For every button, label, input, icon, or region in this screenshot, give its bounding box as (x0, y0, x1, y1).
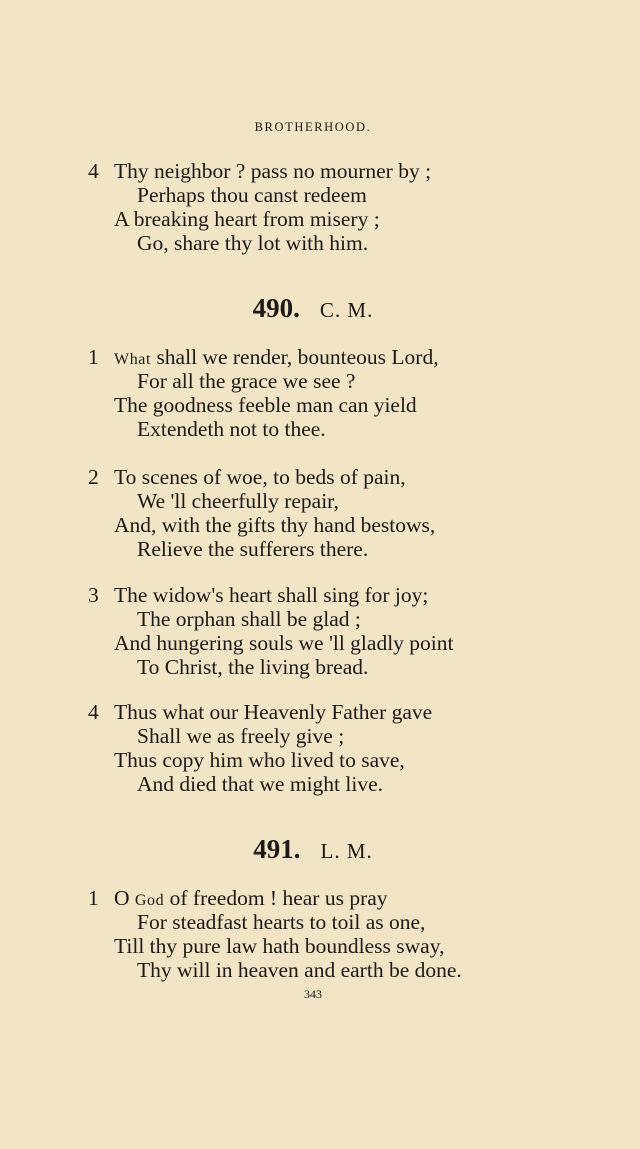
verse-line: And died that we might live. (137, 772, 384, 796)
stanza-number: 1 (88, 886, 99, 910)
verse-line: 1 O God of freedom ! hear us pray (88, 886, 388, 910)
small-caps-word: God (134, 892, 165, 909)
hymn-meter: C. M. (319, 298, 374, 322)
verse-line: 4 Thy neighbor ? pass no mourner by ; (88, 159, 432, 183)
verse-line: The orphan shall be glad ; (137, 607, 361, 631)
hymn-490-stanza-4 (88, 700, 548, 796)
hymn-490-heading (0, 293, 626, 324)
verse-line: And hungering souls we 'll gladly point (114, 631, 454, 655)
verse-line: And, with the gifts thy hand bestows, (114, 513, 436, 537)
verse-line: Thy will in heaven and earth be done. (137, 958, 462, 982)
hymn-490-stanza-2 (88, 465, 548, 561)
stanza-number: 3 (88, 583, 99, 607)
hymn-number: 490. (252, 293, 300, 323)
verse-line: The goodness feeble man can yield (114, 393, 417, 417)
verse-line: To Christ, the living bread. (137, 655, 369, 679)
verse-line: We 'll cheerfully repair, (137, 489, 339, 513)
verse-line: Thus copy him who lived to save, (114, 748, 405, 772)
hymn-491-heading (0, 834, 626, 865)
verse-line: For steadfast hearts to toil as one, (137, 910, 426, 934)
verse-line: A breaking heart from misery ; (114, 207, 380, 231)
hymn-490-stanza-1 (88, 345, 548, 441)
stanza-number: 1 (88, 345, 99, 369)
verse-line: For all the grace we see ? (137, 369, 356, 393)
stanza-number: 2 (88, 465, 99, 489)
running-head: BROTHERHOOD. (254, 120, 372, 134)
verse-line: 1 What shall we render, bounteous Lord, (88, 345, 439, 369)
stanza-number: 4 (88, 700, 99, 724)
hymn-491-stanza-1 (88, 886, 548, 982)
hymn-number: 491. (253, 834, 301, 864)
verse-line: 4 Thus what our Heavenly Father gave (88, 700, 433, 724)
verse-line: Extendeth not to thee. (137, 417, 326, 441)
page-number: 343 (304, 987, 322, 1001)
hymn-meter: L. M. (320, 839, 373, 863)
verse-line: 2 To scenes of woe, to beds of pain, (88, 465, 406, 489)
small-caps-word: What (114, 351, 152, 368)
verse-line: 3 The widow's heart shall sing for joy; (88, 583, 429, 607)
verse-line: Perhaps thou canst redeem (137, 183, 367, 207)
hymn-490-stanza-3 (88, 583, 548, 679)
prev-hymn-stanza-4 (88, 159, 548, 255)
verse-line: Relieve the sufferers there. (137, 537, 369, 561)
stanza-number: 4 (88, 159, 99, 183)
verse-line: Till thy pure law hath boundless sway, (114, 934, 445, 958)
verse-line: Go, share thy lot with him. (137, 231, 369, 255)
verse-line: Shall we as freely give ; (137, 724, 345, 748)
